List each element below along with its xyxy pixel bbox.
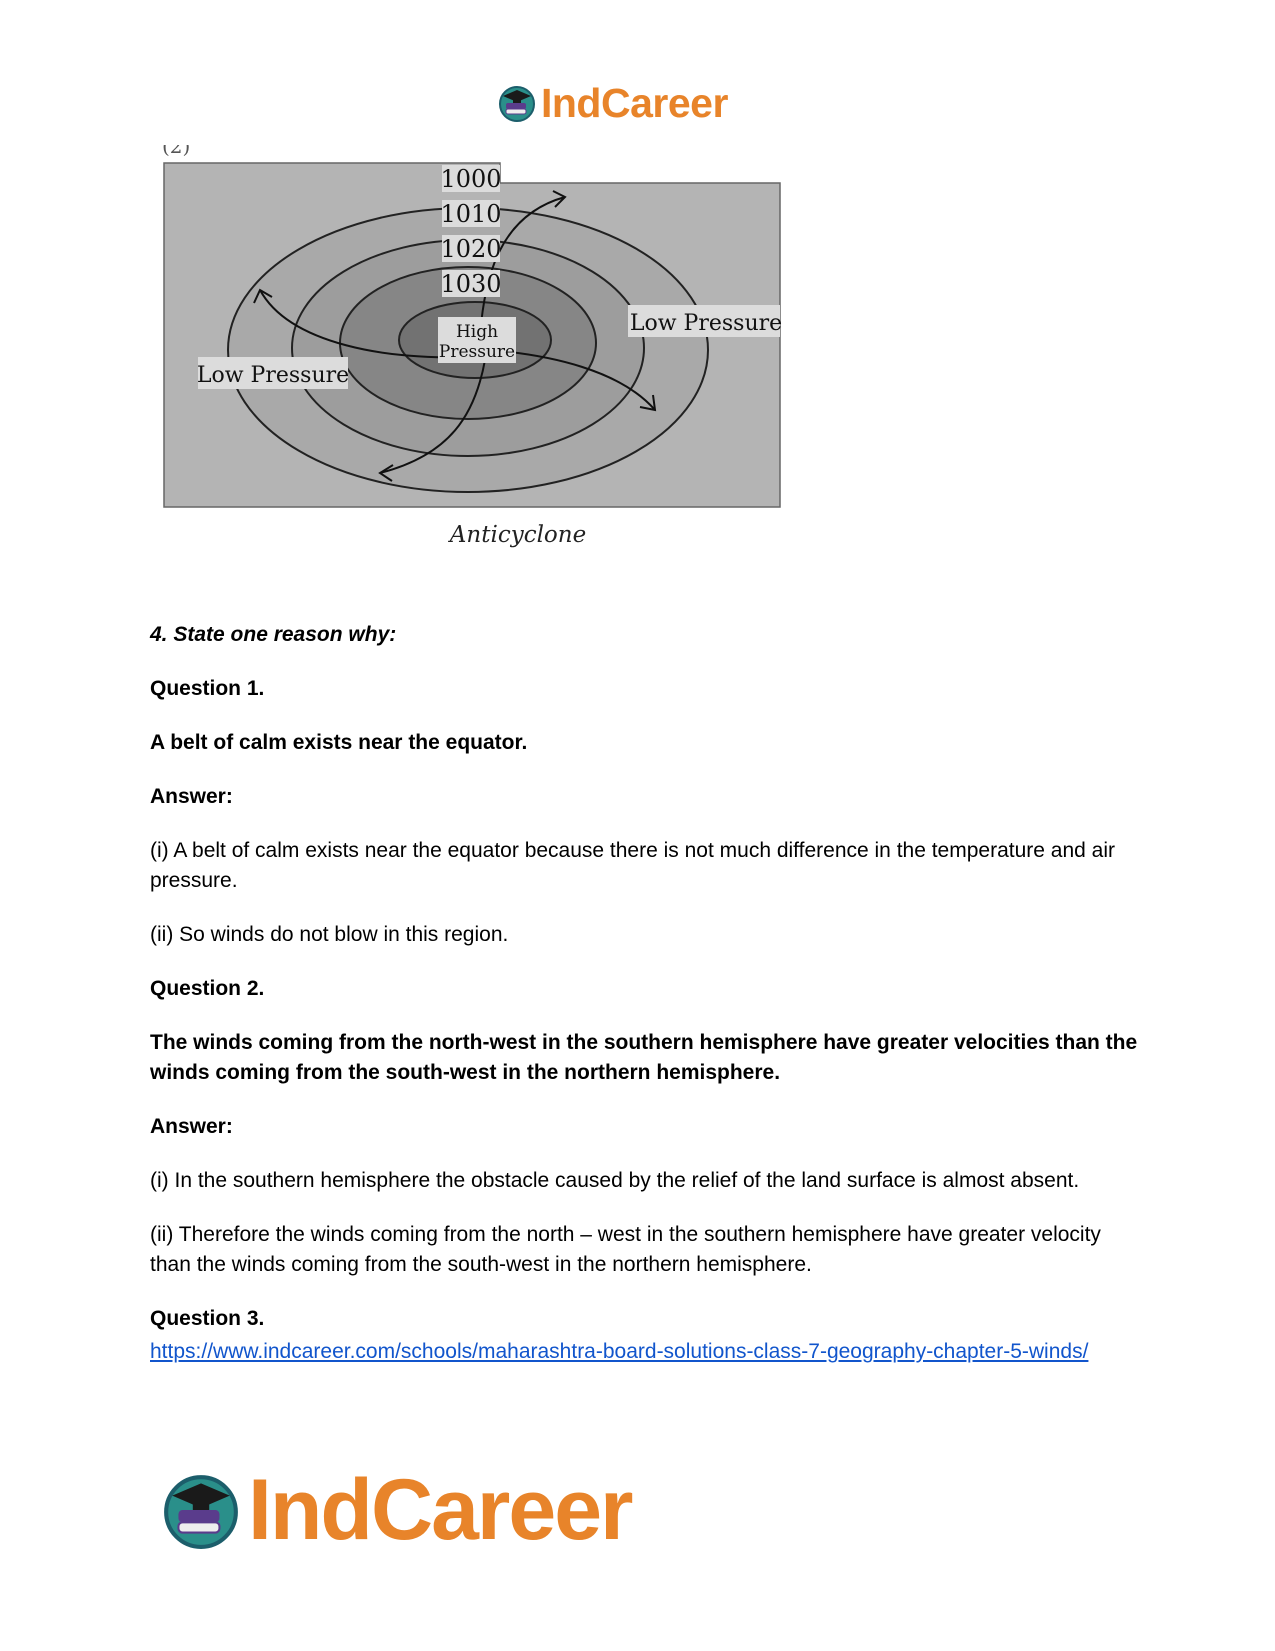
isobar-label: 1020 xyxy=(440,235,502,263)
top-fragment-text: (2) xyxy=(162,145,191,158)
answer-2-point-1: (i) In the southern hemisphere the obstacle caused by the relief of the land surface is almost absent. xyxy=(150,1169,1080,1192)
isobar-label: 1000 xyxy=(440,165,502,193)
answer-1-point-2: (ii) So winds do not blow in this region. xyxy=(150,923,509,946)
answer-2-label: Answer: xyxy=(150,1115,233,1138)
graduation-cap-book-icon xyxy=(160,1469,242,1551)
low-pressure-label-right: Low Pressure xyxy=(629,311,783,336)
question-3-label: Question 3. xyxy=(150,1307,265,1330)
footer-brand-name: IndCareer xyxy=(248,1461,632,1558)
answer-1-label: Answer: xyxy=(150,785,233,808)
low-pressure-label-left: Low Pressure xyxy=(196,363,350,388)
answer-1-point-1: (i) A belt of calm exists near the equator because there is not much difference in the temperature and air pressure. xyxy=(150,839,1115,892)
isobar-label: 1010 xyxy=(440,200,502,228)
center-label-line1: High xyxy=(455,322,499,342)
question-2-label: Question 2. xyxy=(150,977,265,1000)
graduation-cap-book-icon xyxy=(497,83,537,123)
figure-caption: Anticyclone xyxy=(449,522,587,548)
anticyclone-figure xyxy=(150,145,845,590)
footer-logo xyxy=(160,1461,632,1558)
page-content xyxy=(150,620,1140,1370)
answer-2-point-2: (ii) Therefore the winds coming from the north – west in the southern hemisphere have greater velocity than the winds coming from the south-west in the northern hemisphere. xyxy=(150,1223,1101,1276)
center-label-line2: Pressure xyxy=(438,342,516,362)
isobar-label: 1030 xyxy=(440,270,502,298)
question-2-text: The winds coming from the north-west in the southern hemisphere have greater velocities than the winds coming from the south-west in the northern hemisphere. xyxy=(150,1031,1138,1084)
question-1-text: A belt of calm exists near the equator. xyxy=(150,731,528,754)
header-logo xyxy=(497,80,728,126)
anticyclone-diagram xyxy=(150,145,845,590)
brand-name: IndCareer xyxy=(541,79,728,126)
section-heading: 4. State one reason why: xyxy=(150,623,397,646)
source-url-link[interactable]: https://www.indcareer.com/schools/maharashtra-board-solutions-class-7-geography-chapter-5-winds/ xyxy=(150,1340,1089,1363)
question-1-label: Question 1. xyxy=(150,677,265,700)
